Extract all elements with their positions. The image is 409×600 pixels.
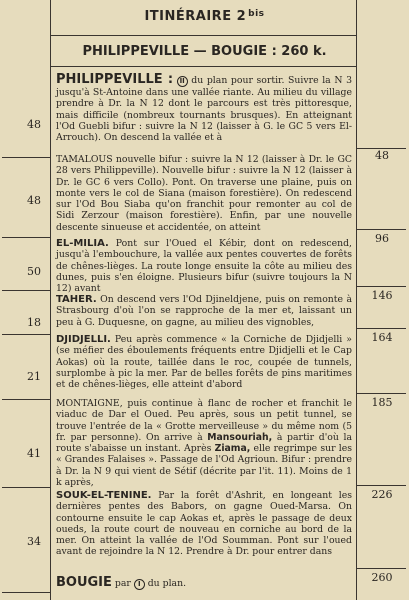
separator [2,237,50,238]
right-column-rule [356,0,357,600]
place-name: TAHER. [56,294,97,305]
entry-djidjelli [56,334,352,390]
distance-partial: 50 [27,265,41,278]
entry-text: On descend vers l'Od Djineldjene, puis on remonte à Strasbourg d'où l'on se rapproche de la mer et, laissant un peu à G. Duquesne, on gagne, au milieu des vignobles, [56,294,352,328]
entry-souk-el-tenine [56,490,352,558]
entry-text: puis continue à flanc de rocher et franchit le viaduc de Dar el Oued. Peu après, sous un petit tunnel, se trouve l'entrée de la « Grotte merveilleuse » du même nom (5 fr. par personne). On arrive à [56,398,352,443]
distance-cumulative: 185 [371,396,393,409]
place-name-ziama: Ziama, [214,443,251,455]
separator [2,157,50,158]
map-reference-badge: I [134,579,145,590]
entry-text: nouvelle bifur : suivre la N 12 (laisser à Dr. le GC 28 vers Philippeville). Nouvelle bifur : suivre la N 12 (laisser à Dr. le GC 6 vers Collo). Pont. On traverse une plaine, puis on monte vers le col de Siana (maison forestière). On redescend sur l'Od Bou Siaba qu'on franchit pour remonter au col de Sidi Zerzour (maison forestière). Enfin, par une nouvelle descente sinueuse et accidentée, on atteint [56,154,352,233]
entry-montaigne [56,398,352,488]
entry-text: par [111,578,134,589]
map-reference-badge: II [177,76,188,87]
distance-cumulative: 146 [371,289,393,302]
entry-text: Peu après commence « la Corniche de Djidjelli » (se méfier des éboulements fréquents entre Djidjelli et le Cap Aokas) où la route, taillée dans le roc, coupée de tunnels, surplombe à pic la mer. Par de belles forêts de pins maritimes et de chênes-lièges, elle atteint d'abord [56,334,352,391]
separator [2,399,50,400]
distance-cumulative: 164 [371,331,393,344]
separator [356,568,406,569]
separator [356,393,406,394]
itinerary-title: ITINÉRAIRE 2 $^{bis}$ [144,9,265,24]
title-divider [50,35,356,36]
entry-tamalous [56,154,352,233]
separator [2,592,50,593]
entry-text: Pont sur l'Oued el Kébir, dont on redescend, jusqu'à l'embouchure, la vallée aux pentes couvertes de forêts de chênes-lièges. La route longe ensuite la côte au milieu des dunes, puis s'en éloigne. Plusieurs bifur (suivre toujours la N 12) avant [56,238,352,295]
separator [356,485,406,486]
distance-partial: 48 [27,194,41,207]
place-name: TAMALOUS [56,154,113,165]
separator [2,334,50,335]
entry-philippeville [56,74,352,143]
place-name: SOUK-EL-TENINE. [56,490,152,501]
distance-cumulative: 260 [371,571,393,584]
separator [356,229,406,230]
entry-el-milia [56,238,352,294]
separator [2,487,50,488]
distance-partial: 48 [27,118,41,131]
entry-bougie [56,577,352,590]
distance-partial: 41 [27,447,41,460]
entry-taher [56,294,352,328]
entry-text: Par la forêt d'Ashrit, en longeant les dernières pentes des Babors, on gagne Oued-Marsa. On contourne ensuite le cap Aokas et, après le passage de deux oueds, la route court de nouveau en corniche au bord de la mer. On atteint la vallée de l'Od Soumman. Pont sur l'oued avant de rejoindre la N 12. Prendre à Dr. pour entrer dans [56,490,352,558]
place-name: BOUGIE [56,575,112,590]
entry-text: du plan. [144,578,187,589]
distance-partial: 18 [27,316,41,329]
entry-text: du plan pour sortir. Suivre la N 3 jusqu'à St-Antoine dans une vallée riante. Au milieu du village prendre à Dr. la N 12 dont le parcours est très pittoresque, mais difficile (nombreux tournants brusques). En atteignant l'Od Guebli bifur : suivre la N 12 (laisser à G. le GC 5 vers El-Arrouch). On descend la vallée et à [56,75,352,144]
entry-text: à partir d'où la route s'abaisse un instant. Après [56,431,352,455]
left-column-rule [50,0,51,600]
place-name: EL-MILIA. [56,238,109,249]
distance-partial: 34 [27,535,41,548]
place-name: MONTAIGNE, [56,398,123,409]
distance-partial: 21 [27,370,41,383]
place-name: PHILIPPEVILLE : [56,72,174,87]
separator [2,290,50,291]
separator [356,328,406,329]
distance-cumulative: 48 [375,149,389,162]
separator [356,286,406,287]
entry-text: elle regrimpe sur les « Grandes Falaises ». Passage de l'Od Agrioun. Bifur : prendre à Dr. la N 9 qui vient de Sétif (décrite par l'it. 11). Moins de 1 k après, [56,443,352,489]
place-name-mansouriah: Mansouriah, [207,431,273,443]
distance-cumulative: 96 [375,232,389,245]
route-heading: PHILIPPEVILLE — BOUGIE : 260 k. [82,44,327,59]
distance-cumulative: 226 [371,488,393,501]
route-divider [50,66,356,67]
place-name: DJIDJELLI. [56,334,111,345]
